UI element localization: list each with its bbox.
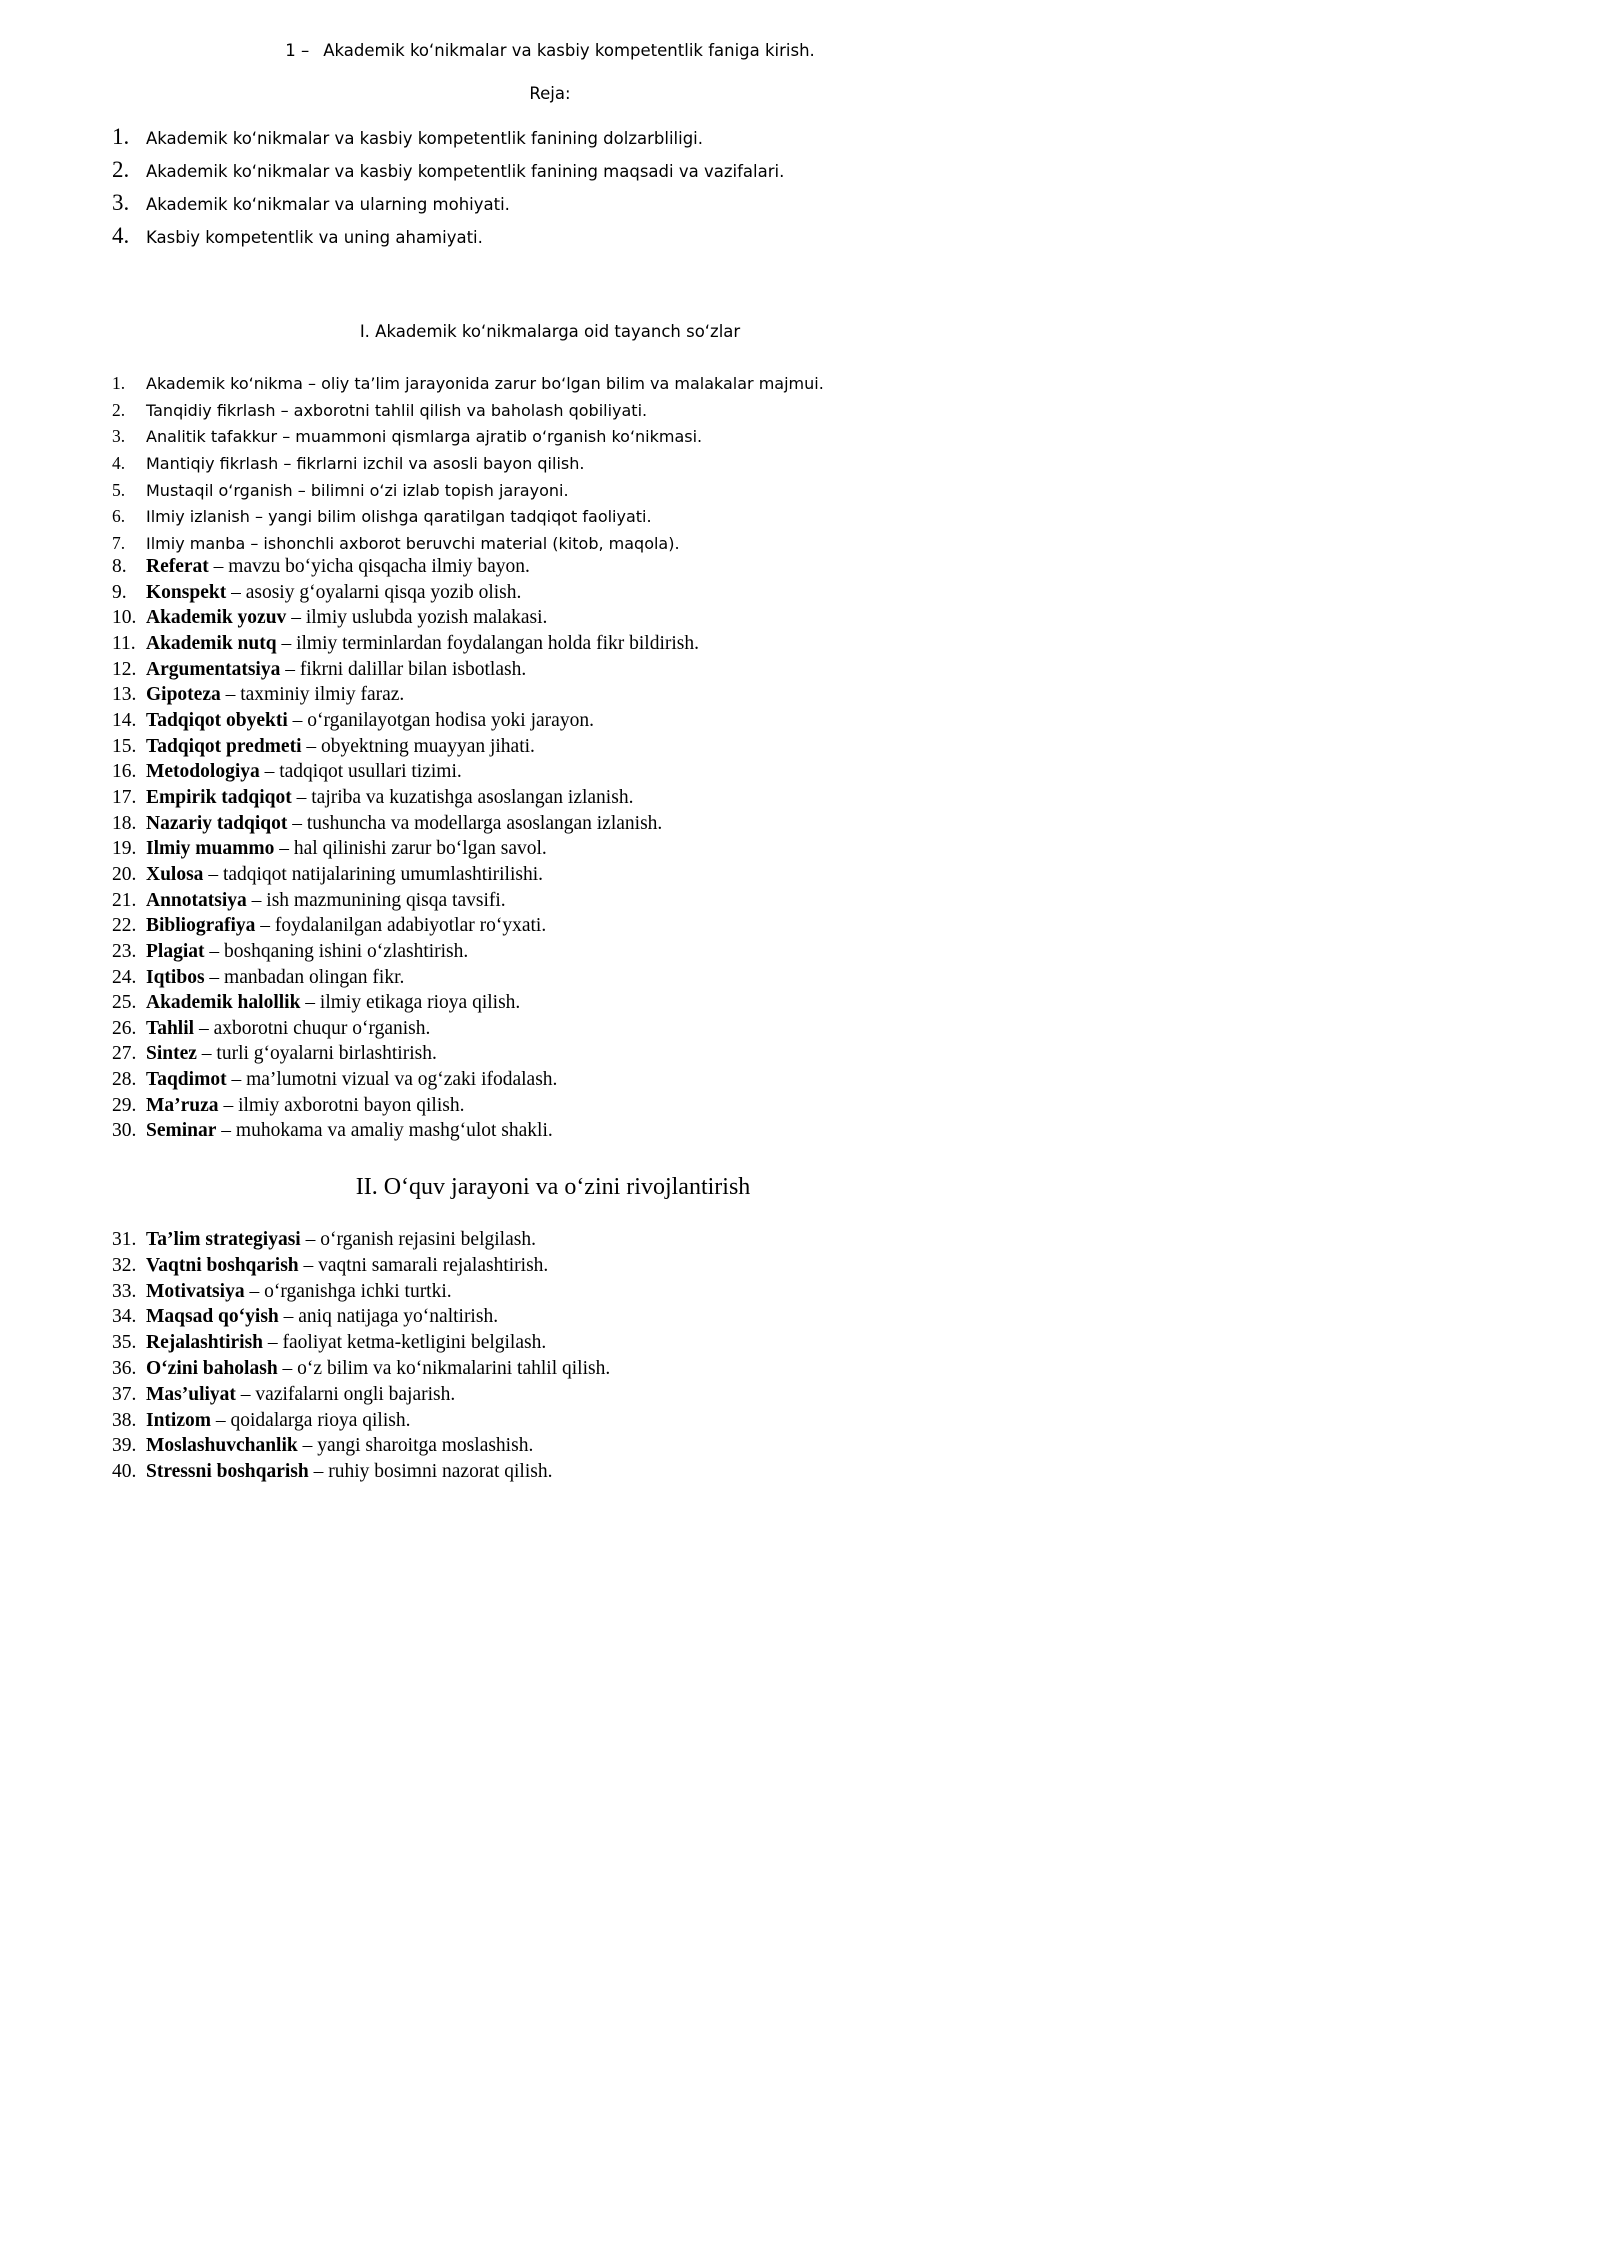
term-text: Analitik tafakkur – muammoni qismlarga ajratib o‘rganish ko‘nikmasi. bbox=[146, 427, 703, 447]
term-entry bbox=[146, 1255, 548, 1277]
term-item bbox=[112, 659, 699, 685]
term-name: Mas’uliyat bbox=[146, 1383, 236, 1405]
term-item bbox=[112, 1069, 699, 1095]
term-name: Motivatsiya bbox=[146, 1280, 245, 1302]
term-name: Akademik yozuv bbox=[146, 607, 287, 629]
term-name: Taqdimot bbox=[146, 1069, 227, 1091]
term-entry bbox=[146, 710, 594, 732]
term-item bbox=[112, 787, 699, 813]
term-number: 9. bbox=[112, 581, 127, 603]
term-number: 6. bbox=[112, 506, 126, 527]
term-number: 29. bbox=[112, 1094, 137, 1116]
term-entry bbox=[146, 607, 547, 629]
term-name: Nazariy tadqiqot bbox=[146, 812, 288, 834]
section1-terms bbox=[112, 556, 699, 1146]
term-item bbox=[112, 1461, 610, 1487]
term-name: Plagiat bbox=[146, 940, 205, 962]
term-number: 23. bbox=[112, 940, 137, 962]
term-entry bbox=[146, 1410, 410, 1432]
term-entry bbox=[146, 992, 520, 1014]
term-name: Iqtibos bbox=[146, 966, 205, 988]
section2-heading: II. O‘quv jarayoni va o‘zini rivojlantirish bbox=[355, 1174, 751, 1200]
term-definition: – qoidalarga rioya qilish. bbox=[211, 1409, 411, 1431]
term-number: 32. bbox=[112, 1254, 137, 1276]
term-entry bbox=[146, 915, 546, 937]
term-item bbox=[112, 556, 699, 582]
term-definition: – fikrni dalillar bilan isbotlash. bbox=[280, 658, 527, 680]
term-definition: – ilmiy terminlardan foydalangan holda fikr bildirish. bbox=[276, 632, 699, 654]
term-name: Xulosa bbox=[146, 863, 204, 885]
term-number: 31. bbox=[112, 1229, 137, 1250]
term-number: 40. bbox=[112, 1461, 137, 1483]
term-number: 1. bbox=[112, 373, 126, 393]
term-text: Tanqidiy fikrlash – axborotni tahlil qilish va baholash qobiliyati. bbox=[146, 400, 648, 420]
term-definition: – asosiy g‘oyalarni qisqa yozib olish. bbox=[226, 581, 522, 603]
term-item bbox=[112, 1018, 699, 1044]
term-definition: – o‘rganish rejasini belgilash. bbox=[300, 1229, 536, 1250]
term-entry bbox=[146, 1069, 557, 1091]
term-definition: – ruhiy bosimni nazorat qilish. bbox=[308, 1461, 553, 1483]
term-entry bbox=[146, 1229, 536, 1251]
term-number: 38. bbox=[112, 1409, 137, 1431]
term-number: 24. bbox=[112, 966, 137, 988]
plan-item bbox=[112, 190, 784, 223]
term-entry bbox=[146, 1095, 464, 1117]
term-number: 11. bbox=[112, 632, 136, 654]
term-entry bbox=[146, 941, 468, 963]
term-entry bbox=[146, 1384, 455, 1406]
term-number: 8. bbox=[112, 556, 127, 577]
term-definition: – ilmiy etikaga rioya qilish. bbox=[300, 992, 521, 1014]
term-number: 19. bbox=[112, 838, 137, 860]
term-name: Tadqiqot predmeti bbox=[146, 735, 302, 757]
term-definition: – vaqtni samarali rejalashtirish. bbox=[298, 1254, 549, 1276]
term-name: Stressni boshqarish bbox=[146, 1461, 309, 1483]
term-definition: – tadqiqot natijalarining umumlashtirilishi. bbox=[203, 863, 544, 885]
term-item bbox=[112, 684, 699, 710]
term-name: O‘zini baholash bbox=[146, 1357, 278, 1379]
term-entry bbox=[146, 1281, 452, 1303]
plan-item bbox=[112, 223, 784, 256]
term-item bbox=[112, 1043, 699, 1069]
term-name: Tahlil bbox=[146, 1017, 195, 1039]
term-name: Sintez bbox=[146, 1043, 197, 1065]
term-entry bbox=[146, 787, 633, 809]
term-entry bbox=[146, 1306, 498, 1328]
section1-plain-terms bbox=[112, 373, 824, 560]
term-definition: – taxminiy ilmiy faraz. bbox=[220, 684, 405, 706]
term-name: Akademik nutq bbox=[146, 632, 277, 654]
term-name: Ilmiy muammo bbox=[146, 838, 275, 860]
plan-list bbox=[112, 124, 784, 256]
term-definition: – mavzu bo‘yicha qisqacha ilmiy bayon. bbox=[208, 556, 530, 577]
plan-item-number: 4. bbox=[112, 223, 130, 248]
term-item bbox=[112, 607, 699, 633]
term-number: 33. bbox=[112, 1280, 137, 1302]
plan-item-number: 1. bbox=[112, 124, 130, 149]
term-number: 16. bbox=[112, 761, 137, 783]
plan-item-number: 2. bbox=[112, 157, 130, 182]
term-item bbox=[112, 1358, 610, 1384]
term-definition: – boshqaning ishini o‘zlashtirish. bbox=[204, 940, 469, 962]
term-text: Akademik ko‘nikma – oliy ta’lim jarayonida zarur bo‘lgan bilim va malakalar majmui. bbox=[146, 374, 824, 393]
term-item bbox=[112, 506, 824, 533]
term-entry bbox=[146, 1018, 430, 1040]
term-item bbox=[112, 426, 824, 453]
term-entry bbox=[146, 864, 543, 886]
term-definition: – tajriba va kuzatishga asoslangan izlanish. bbox=[291, 786, 634, 808]
term-item bbox=[112, 582, 699, 608]
term-number: 17. bbox=[112, 786, 137, 808]
term-item bbox=[112, 1281, 610, 1307]
term-number: 27. bbox=[112, 1043, 137, 1065]
term-number: 5. bbox=[112, 479, 126, 500]
term-number: 2. bbox=[112, 399, 126, 420]
term-number: 21. bbox=[112, 889, 137, 911]
term-number: 18. bbox=[112, 812, 137, 834]
term-entry bbox=[146, 1043, 437, 1065]
term-item bbox=[112, 761, 699, 787]
term-number: 20. bbox=[112, 863, 137, 885]
term-item bbox=[112, 710, 699, 736]
term-definition: – foydalanilgan adabiyotlar ro‘yxati. bbox=[255, 915, 547, 937]
plan-item-text: Akademik ko‘nikmalar va ularning mohiyati. bbox=[146, 195, 510, 214]
term-number: 34. bbox=[112, 1306, 137, 1328]
term-number: 7. bbox=[112, 533, 126, 554]
term-definition: – turli g‘oyalarni birlashtirish. bbox=[196, 1043, 437, 1065]
term-item bbox=[112, 967, 699, 993]
term-name: Rejalashtirish bbox=[146, 1332, 263, 1354]
term-definition: – axborotni chuqur o‘rganish. bbox=[194, 1017, 431, 1039]
term-name: Akademik halollik bbox=[146, 992, 301, 1014]
term-definition: – tushuncha va modellarga asoslangan izlanish. bbox=[287, 812, 663, 834]
plan-item bbox=[112, 124, 784, 157]
term-name: Referat bbox=[146, 556, 209, 577]
term-item bbox=[112, 941, 699, 967]
term-entry bbox=[146, 761, 462, 783]
term-name: Ta’lim strategiyasi bbox=[146, 1229, 301, 1250]
term-item bbox=[112, 890, 699, 916]
section2-terms bbox=[112, 1229, 610, 1487]
term-item bbox=[112, 864, 699, 890]
term-item bbox=[112, 633, 699, 659]
term-text: Ilmiy manba – ishonchli axborot beruvchi material (kitob, maqola). bbox=[146, 534, 680, 554]
term-definition: – muhokama va amaliy mashg‘ulot shakli. bbox=[216, 1120, 553, 1142]
term-definition: – o‘rganishga ichki turtki. bbox=[244, 1280, 452, 1302]
term-item bbox=[112, 813, 699, 839]
plan-heading: Reja: bbox=[529, 84, 571, 103]
term-number: 4. bbox=[112, 453, 126, 474]
term-number: 36. bbox=[112, 1357, 137, 1379]
term-name: Metodologiya bbox=[146, 761, 260, 783]
term-number: 26. bbox=[112, 1017, 137, 1039]
term-item bbox=[112, 373, 824, 400]
term-name: Gipoteza bbox=[146, 684, 221, 706]
plan-item-number: 3. bbox=[112, 190, 130, 215]
term-item bbox=[112, 992, 699, 1018]
term-definition: – tadqiqot usullari tizimi. bbox=[259, 761, 462, 783]
plan-item-text: Akademik ko‘nikmalar va kasbiy kompetentlik fanining dolzarbliligi. bbox=[146, 129, 703, 148]
term-entry bbox=[146, 1358, 610, 1380]
term-item bbox=[112, 1384, 610, 1410]
term-item bbox=[112, 453, 824, 480]
term-item bbox=[112, 1120, 699, 1146]
term-entry bbox=[146, 1435, 533, 1457]
term-item bbox=[112, 736, 699, 762]
term-entry bbox=[146, 659, 526, 681]
term-item bbox=[112, 838, 699, 864]
term-name: Annotatsiya bbox=[146, 889, 247, 911]
term-definition: – hal qilinishi zarur bo‘lgan savol. bbox=[274, 838, 547, 860]
term-number: 25. bbox=[112, 992, 137, 1014]
term-number: 15. bbox=[112, 735, 137, 757]
term-item bbox=[112, 400, 824, 427]
term-entry bbox=[146, 556, 530, 578]
term-definition: – vazifalarni ongli bajarish. bbox=[235, 1383, 456, 1405]
term-definition: – faoliyat ketma-ketligini belgilash. bbox=[263, 1332, 547, 1354]
term-text: Mantiqiy fikrlash – fikrlarni izchil va asosli bayon qilish. bbox=[146, 454, 585, 474]
plan-item bbox=[112, 157, 784, 190]
term-number: 14. bbox=[112, 709, 137, 731]
term-entry bbox=[146, 1461, 552, 1483]
term-definition: – ilmiy axborotni bayon qilish. bbox=[218, 1094, 465, 1116]
term-item bbox=[112, 1229, 610, 1255]
term-name: Konspekt bbox=[146, 581, 227, 603]
term-entry bbox=[146, 633, 699, 655]
term-definition: – o‘z bilim va ko‘nikmalarini tahlil qilish. bbox=[277, 1357, 611, 1379]
term-item bbox=[112, 1095, 699, 1121]
term-name: Intizom bbox=[146, 1409, 211, 1431]
term-item bbox=[112, 1255, 610, 1281]
term-number: 39. bbox=[112, 1435, 137, 1457]
term-name: Bibliografiya bbox=[146, 915, 256, 937]
term-text: Ilmiy izlanish – yangi bilim olishga qaratilgan tadqiqot faoliyati. bbox=[146, 507, 652, 527]
term-item bbox=[112, 1410, 610, 1436]
term-entry bbox=[146, 582, 521, 604]
term-name: Argumentatsiya bbox=[146, 658, 281, 680]
term-definition: – o‘rganilayotgan hodisa yoki jarayon. bbox=[287, 709, 594, 731]
term-number: 37. bbox=[112, 1383, 137, 1405]
term-name: Seminar bbox=[146, 1120, 217, 1142]
term-name: Tadqiqot obyekti bbox=[146, 709, 288, 731]
term-entry bbox=[146, 967, 404, 989]
term-number: 13. bbox=[112, 684, 137, 706]
term-number: 35. bbox=[112, 1332, 137, 1354]
plan-item-text: Kasbiy kompetentlik va uning ahamiyati. bbox=[146, 228, 483, 247]
term-number: 3. bbox=[112, 426, 126, 447]
term-definition: – yangi sharoitga moslashish. bbox=[297, 1435, 534, 1457]
term-name: Vaqtni boshqarish bbox=[146, 1254, 299, 1276]
term-text: Mustaqil o‘rganish – bilimni o‘zi izlab topish jarayoni. bbox=[146, 480, 569, 500]
term-name: Empirik tadqiqot bbox=[146, 786, 292, 808]
term-definition: – manbadan olingan fikr. bbox=[204, 966, 405, 988]
term-definition: – aniq natijaga yo‘naltirish. bbox=[278, 1306, 499, 1328]
term-entry bbox=[146, 736, 535, 758]
term-entry bbox=[146, 813, 662, 835]
term-number: 22. bbox=[112, 915, 137, 937]
term-definition: – ish mazmunining qisqa tavsifi. bbox=[246, 889, 506, 911]
title-number: 1 – bbox=[285, 41, 310, 60]
term-name: Ma’ruza bbox=[146, 1094, 219, 1116]
term-item bbox=[112, 1332, 610, 1358]
term-item bbox=[112, 1306, 610, 1332]
document-title bbox=[0, 41, 1100, 60]
term-entry bbox=[146, 838, 547, 860]
term-entry bbox=[146, 1120, 553, 1142]
term-definition: – ilmiy uslubda yozish malakasi. bbox=[286, 607, 548, 629]
plan-item-text: Akademik ko‘nikmalar va kasbiy kompetentlik fanining maqsadi va vazifalari. bbox=[146, 162, 785, 181]
term-number: 30. bbox=[112, 1120, 137, 1142]
term-name: Moslashuvchanlik bbox=[146, 1435, 298, 1457]
term-number: 28. bbox=[112, 1069, 137, 1091]
title-text: Akademik ko‘nikmalar va kasbiy kompetentlik faniga kirish. bbox=[323, 41, 815, 60]
term-entry bbox=[146, 890, 506, 912]
term-entry bbox=[146, 1332, 546, 1354]
term-number: 10. bbox=[112, 607, 137, 629]
term-definition: – obyektning muayyan jihati. bbox=[301, 735, 535, 757]
term-item bbox=[112, 480, 824, 507]
term-definition: – ma’lumotni vizual va og‘zaki ifodalash. bbox=[226, 1069, 558, 1091]
term-number: 12. bbox=[112, 658, 137, 680]
section1-heading: I. Akademik ko‘nikmalarga oid tayanch so‘zlar bbox=[359, 322, 741, 341]
term-name: Maqsad qo‘yish bbox=[146, 1306, 279, 1328]
term-entry bbox=[146, 684, 404, 706]
term-item bbox=[112, 915, 699, 941]
term-item bbox=[112, 1435, 610, 1461]
